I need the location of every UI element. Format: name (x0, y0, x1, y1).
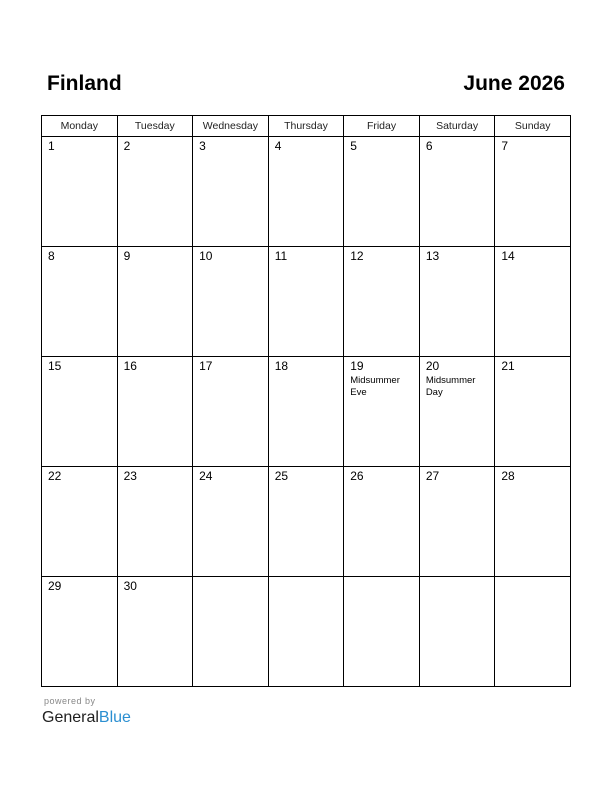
day-number: 2 (123, 139, 131, 153)
day-number: 9 (123, 249, 131, 263)
day-cell-content (420, 137, 495, 156)
week-row (42, 467, 571, 577)
weekday-header-monday: Monday (42, 116, 118, 137)
day-cell (268, 467, 344, 577)
day-cell-content (495, 467, 570, 486)
empty-day-cell (268, 577, 344, 687)
day-cell (419, 247, 495, 357)
brand-logo (42, 708, 131, 728)
day-number: 4 (274, 139, 282, 153)
day-number: 18 (274, 359, 289, 373)
day-number: 15 (48, 359, 62, 373)
weekday-header-thursday: Thursday (268, 116, 344, 137)
day-number: 19 (350, 359, 364, 373)
calendar-title-month: June 2026 (463, 72, 565, 95)
footer (42, 696, 131, 728)
day-cell (42, 247, 118, 357)
day-cell-content (495, 247, 570, 266)
day-cell-content (118, 467, 193, 486)
calendar-body (42, 137, 571, 687)
day-number: 26 (350, 469, 364, 483)
day-number: 23 (123, 469, 137, 483)
day-cell (344, 137, 420, 247)
weekday-header-wednesday: Wednesday (193, 116, 269, 137)
brand-logo-blue: Blue (98, 709, 131, 726)
week-row (42, 357, 571, 467)
day-cell (268, 357, 344, 467)
day-cell-content (344, 577, 419, 581)
day-number: 3 (199, 139, 206, 153)
brand-logo-general: General (42, 709, 99, 726)
day-cell-content (420, 577, 495, 581)
day-cell-content (344, 357, 419, 401)
day-number: 8 (48, 249, 55, 263)
day-cell-content (42, 247, 117, 266)
day-cell-content (193, 577, 268, 581)
day-cell-content (344, 137, 419, 156)
empty-day-cell (193, 577, 269, 687)
day-number: 1 (48, 139, 55, 153)
day-cell-content (42, 467, 117, 486)
day-number: 27 (425, 469, 440, 483)
day-cell-content (193, 467, 268, 486)
day-cell-content (42, 577, 117, 596)
empty-day-cell (495, 577, 571, 687)
empty-day-cell (344, 577, 420, 687)
day-cell (419, 357, 495, 467)
day-cell-content (344, 467, 419, 486)
day-cell-content (495, 577, 570, 581)
day-cell (419, 137, 495, 247)
day-cell-content (42, 357, 117, 376)
day-cell-content (193, 357, 268, 376)
day-cell-content (118, 577, 193, 596)
day-number: 5 (350, 139, 357, 153)
weekday-header-sunday: Sunday (495, 116, 571, 137)
day-cell (193, 247, 269, 357)
weekday-header-row (42, 116, 571, 137)
holiday-label: Midsummer Day (425, 375, 476, 398)
calendar-grid (41, 115, 571, 687)
day-cell-content (420, 467, 495, 486)
day-number: 29 (48, 579, 62, 593)
day-cell (117, 467, 193, 577)
day-cell-content (118, 357, 193, 376)
powered-by-label: powered by (44, 696, 96, 706)
day-number: 30 (123, 579, 137, 593)
day-cell (495, 467, 571, 577)
day-cell-content (269, 467, 344, 486)
week-row (42, 247, 571, 357)
day-cell (193, 357, 269, 467)
day-cell-content (495, 357, 570, 376)
day-number: 20 (425, 359, 440, 373)
holiday-label: Midsummer Eve (350, 375, 400, 398)
week-row (42, 577, 571, 687)
day-number: 21 (501, 359, 515, 373)
week-row (42, 137, 571, 247)
day-number: 13 (425, 249, 440, 263)
day-number: 12 (350, 249, 364, 263)
day-number: 6 (425, 139, 433, 153)
day-cell-content (193, 247, 268, 266)
day-number: 17 (199, 359, 213, 373)
day-cell (193, 137, 269, 247)
day-cell (495, 247, 571, 357)
day-cell (117, 577, 193, 687)
day-cell-content (420, 357, 495, 401)
day-cell-content (193, 137, 268, 156)
day-cell (419, 467, 495, 577)
day-cell (268, 247, 344, 357)
day-cell (117, 137, 193, 247)
day-cell-content (344, 247, 419, 266)
day-number: 24 (199, 469, 213, 483)
day-number: 25 (274, 469, 289, 483)
day-cell-content (269, 577, 344, 581)
weekday-header-saturday: Saturday (419, 116, 495, 137)
calendar-title-country: Finland (47, 72, 122, 95)
day-cell (42, 467, 118, 577)
day-number: 10 (199, 249, 213, 263)
day-cell-content (269, 137, 344, 156)
day-cell-content (269, 357, 344, 376)
day-cell (193, 467, 269, 577)
day-cell-content (118, 137, 193, 156)
day-cell (42, 577, 118, 687)
day-cell (495, 137, 571, 247)
day-cell-content (42, 137, 117, 156)
day-cell (495, 357, 571, 467)
day-cell (42, 137, 118, 247)
day-cell-content (118, 247, 193, 266)
empty-day-cell (419, 577, 495, 687)
day-cell (268, 137, 344, 247)
day-cell (117, 357, 193, 467)
day-number: 28 (501, 469, 515, 483)
day-cell (344, 467, 420, 577)
weekday-header-friday: Friday (344, 116, 420, 137)
day-number: 11 (274, 249, 288, 263)
day-number: 7 (501, 139, 509, 153)
day-number: 22 (48, 469, 62, 483)
day-number: 16 (123, 359, 137, 373)
day-cell (344, 357, 420, 467)
day-cell (42, 357, 118, 467)
day-cell (117, 247, 193, 357)
day-number: 14 (501, 249, 515, 263)
day-cell (344, 247, 420, 357)
day-cell-content (420, 247, 495, 266)
day-cell-content (495, 137, 570, 156)
weekday-header-tuesday: Tuesday (117, 116, 193, 137)
day-cell-content (269, 247, 344, 266)
